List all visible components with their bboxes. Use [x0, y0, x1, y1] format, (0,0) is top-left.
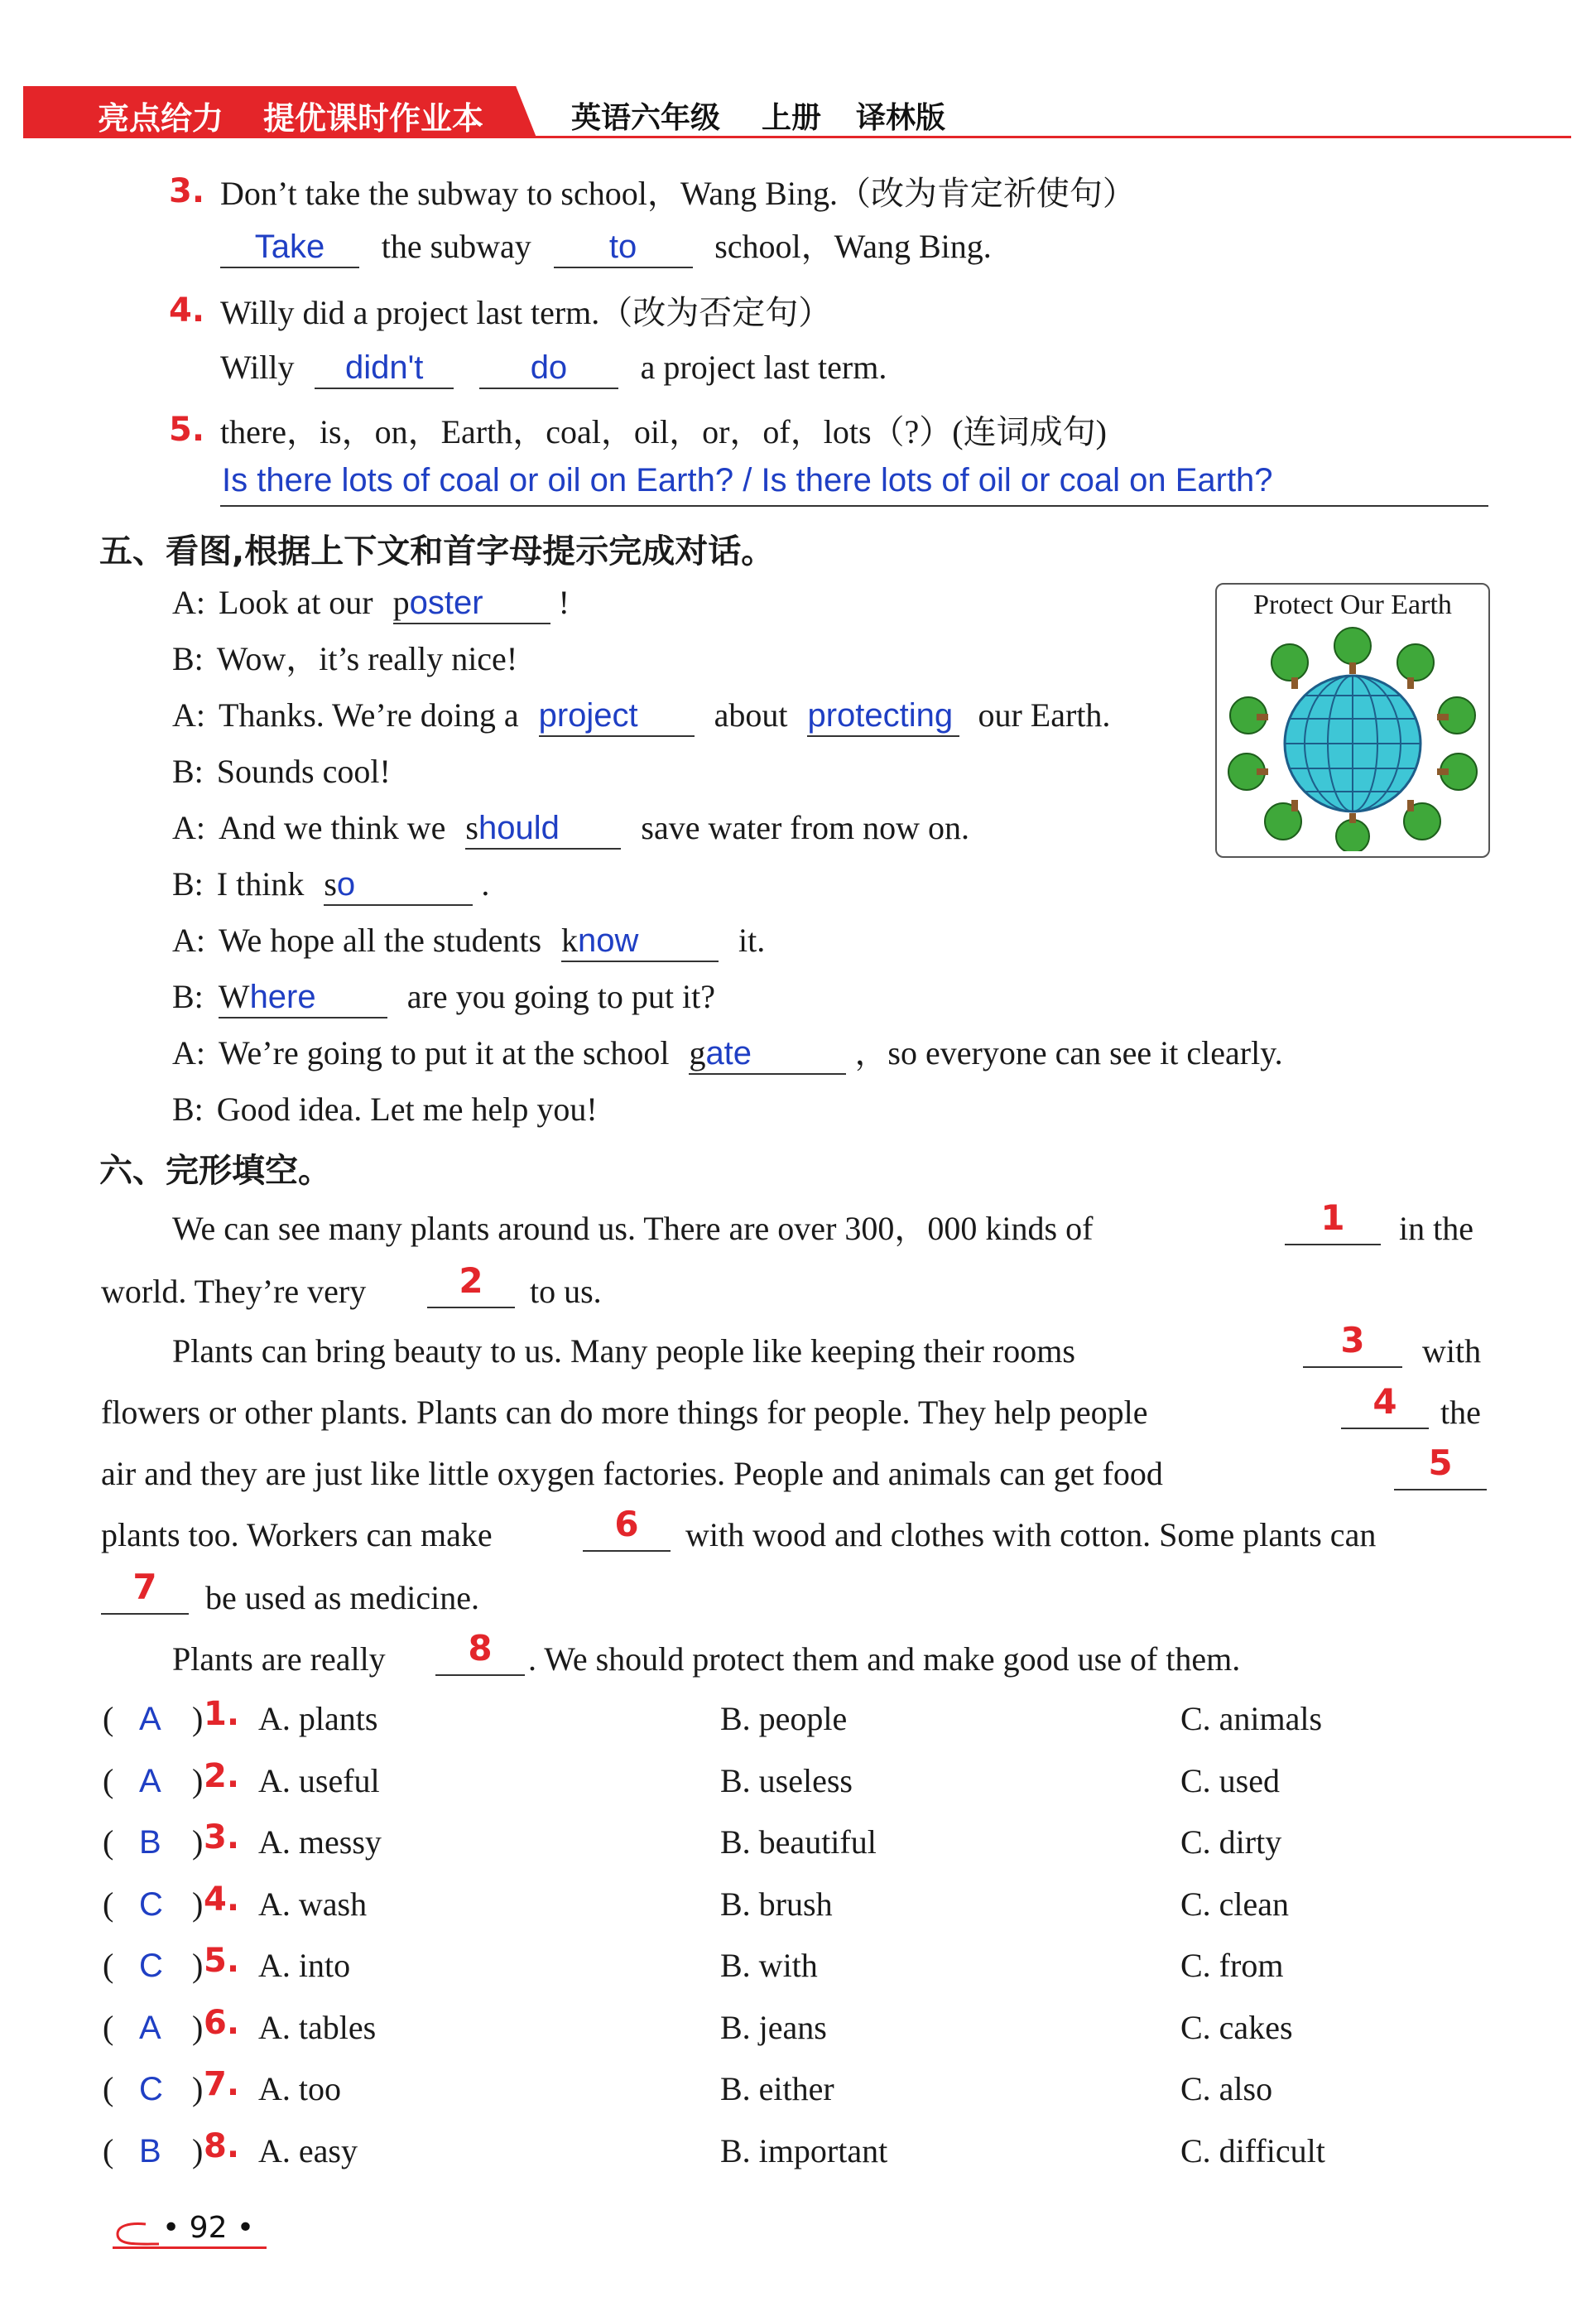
option-b[interactable]: B. useless — [720, 1762, 853, 1799]
question-prompt: Don’t take the subway to school，Wang Bing.（改为肯定祈使句） — [220, 175, 1136, 212]
option-a[interactable]: A. too — [258, 2070, 341, 2107]
paren-close: ) — [192, 2070, 204, 2107]
globe-icon — [1223, 626, 1482, 851]
passage-text: the — [1440, 1394, 1481, 1431]
passage-text: flowers or other plants. Plants can do more things for people. They help people — [101, 1394, 1148, 1431]
answer-blank[interactable]: do — [479, 348, 618, 389]
option-a[interactable]: A. tables — [258, 2009, 377, 2046]
question-number: 3. — [169, 172, 205, 210]
option-a[interactable]: A. into — [258, 1947, 351, 1984]
section-title: 五、看图,根据上下文和首字母提示完成对话。 — [99, 532, 775, 571]
page-number-rule — [113, 2246, 267, 2249]
section-title: 六、完形填空。 — [99, 1152, 331, 1190]
question-number: 3. — [204, 1818, 240, 1856]
answer-blank[interactable]: should — [465, 808, 621, 850]
question-number: 5. — [204, 1942, 240, 1980]
question-number: 7. — [204, 2065, 240, 2103]
answer-choice[interactable]: A — [139, 1763, 161, 1799]
option-b[interactable]: B. people — [720, 1700, 848, 1737]
question-number: 4. — [204, 1880, 240, 1919]
cloze-blank[interactable]: 7 — [101, 1567, 189, 1615]
dialogue-line: B: Good idea. Let me help you! — [172, 1091, 598, 1128]
cloze-blank[interactable]: 4 — [1341, 1381, 1429, 1429]
paren-close: ) — [192, 1762, 204, 1799]
passage-text: Plants are really — [172, 1640, 386, 1678]
passage-text: . We should protect them and make good use of them. — [528, 1640, 1241, 1678]
paren-close: ) — [192, 2132, 204, 2169]
dialogue-line: B: Wow，it’s really nice! — [172, 640, 518, 677]
passage-text: in the — [1399, 1210, 1473, 1247]
answer-blank[interactable]: to — [554, 227, 693, 268]
paren-close: ) — [192, 1823, 204, 1861]
question-prompt: Willy did a project last term.（改为否定句） — [220, 294, 832, 331]
question-number: 5. — [169, 411, 205, 449]
question-number: 2. — [204, 1757, 240, 1795]
paren-open: ( — [103, 1823, 114, 1861]
header-edition: 译林版 — [856, 101, 946, 135]
option-c[interactable]: C. difficult — [1180, 2132, 1325, 2169]
dialogue-line: A: Thanks. We’re doing a project about protecting our Earth. — [172, 696, 1110, 737]
option-b[interactable]: B. beautiful — [720, 1823, 877, 1861]
answer-row — [220, 227, 992, 268]
answer-text: a project last term. — [640, 349, 887, 386]
option-c[interactable]: C. also — [1180, 2070, 1273, 2107]
answer-sentence[interactable]: Is there lots of coal or oil on Earth? / Is there lots of oil or coal on Earth? — [222, 462, 1273, 498]
paren-close: ) — [192, 2009, 204, 2046]
answer-blank[interactable]: Take — [220, 227, 359, 268]
option-a[interactable]: A. plants — [258, 1700, 378, 1737]
option-b[interactable]: B. important — [720, 2132, 888, 2169]
cloze-blank[interactable]: 5 — [1394, 1442, 1487, 1490]
question-number: 6. — [204, 2004, 240, 2042]
answer-underline — [220, 505, 1488, 507]
cloze-blank[interactable]: 6 — [583, 1504, 671, 1552]
answer-text: the subway — [381, 228, 531, 265]
passage-text: plants too. Workers can make — [101, 1516, 493, 1553]
dialogue-line: A: Look at our poster ! — [172, 583, 570, 624]
paren-open: ( — [103, 2070, 114, 2107]
header-subject: 英语六年级 — [571, 101, 721, 135]
answer-text: Willy — [220, 349, 295, 386]
answer-row — [220, 348, 887, 389]
answer-choice[interactable]: C — [139, 2071, 163, 2107]
passage-text: to us. — [530, 1273, 602, 1310]
dialogue-line: B: Sounds cool! — [172, 753, 391, 790]
passage-text: world. They’re very — [101, 1273, 367, 1310]
answer-choice[interactable]: B — [139, 1824, 161, 1861]
question-prompt: there，is，on，Earth，coal，oil，or，of，lots（?）(连词成句) — [220, 413, 1107, 450]
dialogue-line: B: Where are you going to put it? — [172, 977, 715, 1018]
option-c[interactable]: C. cakes — [1180, 2009, 1293, 2046]
dialogue-line: A: We hope all the students know it. — [172, 921, 765, 962]
question-number: 4. — [169, 291, 205, 330]
option-a[interactable]: A. useful — [258, 1762, 380, 1799]
poster-image — [1215, 583, 1490, 858]
passage-text: be used as medicine. — [205, 1579, 479, 1616]
paren-open: ( — [103, 1885, 114, 1923]
paren-close: ) — [192, 1700, 204, 1737]
question-number: 1. — [204, 1695, 240, 1733]
answer-choice[interactable]: C — [139, 1948, 163, 1984]
question-number: 8. — [204, 2127, 240, 2165]
option-a[interactable]: A. wash — [258, 1885, 368, 1923]
option-a[interactable]: A. easy — [258, 2132, 358, 2169]
option-b[interactable]: B. with — [720, 1947, 818, 1984]
passage-text: Plants can bring beauty to us. Many people like keeping their rooms — [172, 1332, 1075, 1370]
paren-close: ) — [192, 1885, 204, 1923]
paren-open: ( — [103, 1947, 114, 1984]
answer-blank[interactable]: project — [539, 696, 695, 737]
option-c[interactable]: C. animals — [1180, 1700, 1323, 1737]
option-c[interactable]: C. clean — [1180, 1885, 1290, 1923]
option-a[interactable]: A. messy — [258, 1823, 382, 1861]
answer-blank[interactable]: know — [561, 921, 719, 962]
dialogue-line: A: We’re going to put it at the school gate ，so everyone can see it clearly. — [172, 1033, 1283, 1075]
paren-open: ( — [103, 2009, 114, 2046]
paren-open: ( — [103, 1762, 114, 1799]
answer-blank[interactable]: didn't — [315, 348, 454, 389]
option-c[interactable]: C. from — [1180, 1947, 1284, 1984]
answer-blank[interactable]: Where — [219, 977, 387, 1018]
answer-blank[interactable]: poster — [393, 583, 550, 624]
passage-text: with wood and clothes with cotton. Some plants can — [685, 1516, 1377, 1553]
option-c[interactable]: C. dirty — [1180, 1823, 1282, 1861]
answer-blank[interactable]: so — [324, 864, 473, 906]
option-b[interactable]: B. jeans — [720, 2009, 827, 2046]
paren-open: ( — [103, 1700, 114, 1737]
cloze-blank[interactable]: 2 — [427, 1260, 515, 1308]
answer-text: school，Wang Bing. — [714, 228, 992, 265]
page-number: • 92 • — [162, 2211, 255, 2245]
page-swoosh-icon — [113, 2216, 162, 2249]
answer-choice[interactable]: C — [139, 1886, 163, 1923]
dialogue-line: A: And we think we should save water from now on. — [172, 808, 969, 850]
cloze-blank[interactable]: 3 — [1303, 1320, 1402, 1368]
option-b[interactable]: B. either — [720, 2070, 834, 2107]
header-series: 提优课时作业本 — [263, 100, 484, 137]
answer-choice[interactable]: A — [139, 1701, 161, 1737]
option-b[interactable]: B. brush — [720, 1885, 833, 1923]
paren-close: ) — [192, 1947, 204, 1984]
cloze-blank[interactable]: 1 — [1285, 1197, 1381, 1245]
answer-blank[interactable]: protecting — [807, 696, 959, 737]
header-volume: 上册 — [762, 101, 822, 135]
answer-blank[interactable]: gate — [689, 1033, 846, 1075]
paren-open: ( — [103, 2132, 114, 2169]
passage-text: air and they are just like little oxygen factories. People and animals can get food — [101, 1455, 1163, 1492]
passage-text: with — [1422, 1332, 1482, 1370]
passage-text: We can see many plants around us. There are over 300，000 kinds of — [172, 1210, 1094, 1247]
poster-caption: Protect Our Earth — [1253, 590, 1452, 620]
answer-choice[interactable]: A — [139, 2010, 161, 2046]
header-brand: 亮点给力 — [98, 100, 224, 137]
dialogue-line: B: I think so . — [172, 864, 489, 906]
option-c[interactable]: C. used — [1180, 1762, 1280, 1799]
cloze-blank[interactable]: 8 — [435, 1628, 525, 1676]
answer-choice[interactable]: B — [139, 2133, 161, 2169]
